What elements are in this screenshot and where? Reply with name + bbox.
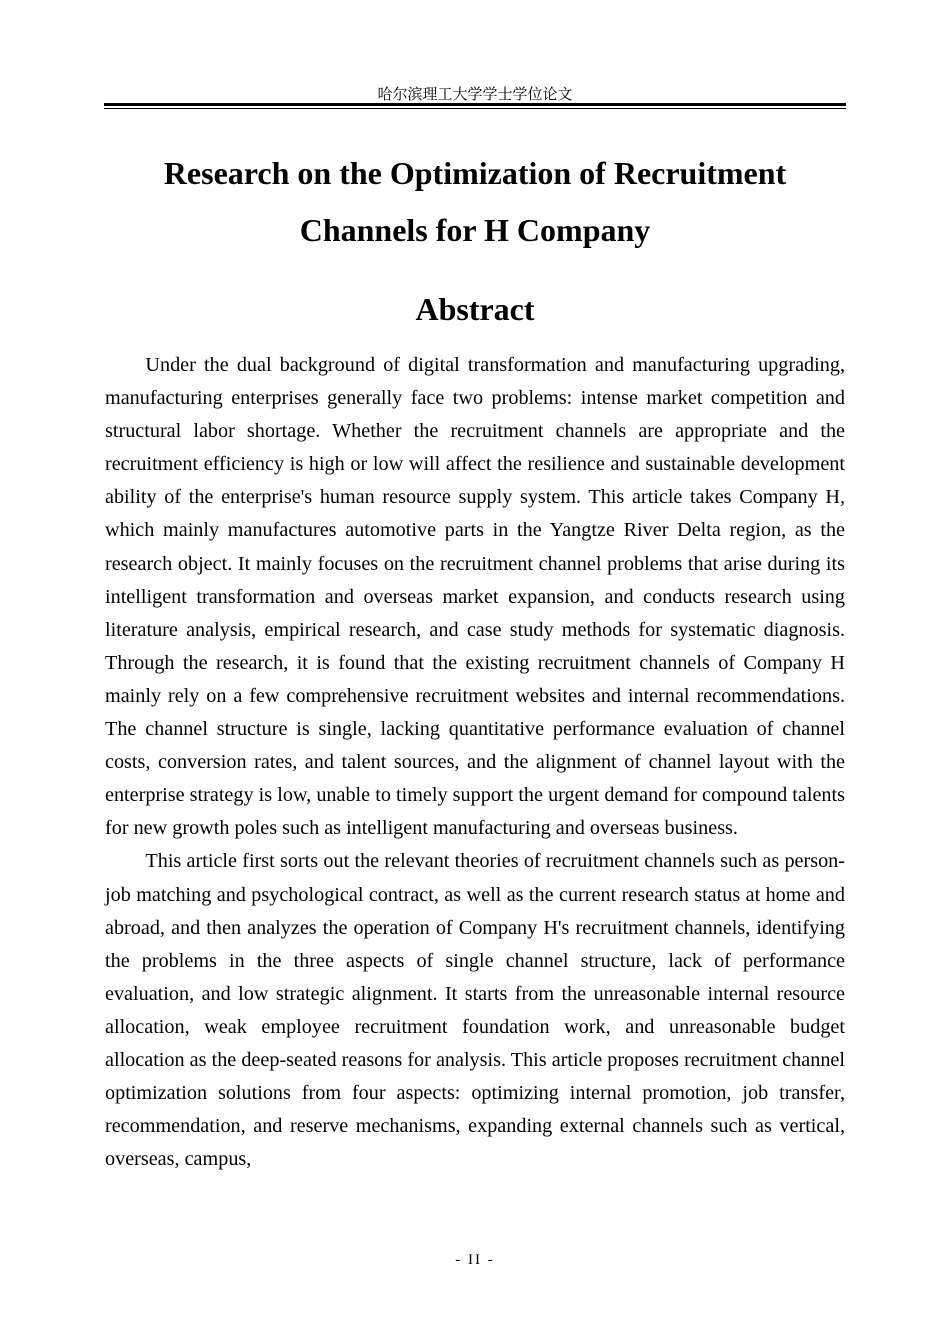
thesis-title bbox=[104, 145, 846, 259]
abstract-paragraph-2: This article first sorts out the relevant theories of recruitment channels such as person-job matching and psychological contract, as well as the current research status at home and abroad, and then analyzes the operation of Company H's recruitment channels, identifying the problems in the three aspects of single channel structure, lack of performance evaluation, and low strategic alignment. It starts from the unreasonable internal resource allocation, weak employee recruitment foundation work, and unreasonable budget allocation as the deep-seated reasons for analysis. This article proposes recruitment channel optimization solutions from four aspects: optimizing internal promotion, job transfer, recommendation, and reserve mechanisms, expanding external channels such as vertical, overseas, campus, bbox=[105, 850, 845, 1171]
header-rule-thick bbox=[104, 103, 846, 106]
running-header: 哈尔滨理工大学学士学位论文 bbox=[377, 85, 573, 103]
title-line-2: Channels for H Company bbox=[299, 212, 651, 248]
abstract-paragraph-1: Under the dual background of digital transformation and manufacturing upgrading, manufacturing enterprises generally face two problems: intense market competition and structural labor shortage. Whether the recruitment channels are appropriate and the recruitment efficiency is high or low will affect the resilience and sustainable development ability of the enterprise's human resource supply system. This article takes Company H, which mainly manufactures automotive parts in the Yangtze River Delta region, as the research object. It mainly focuses on the recruitment channel problems that arise during its intelligent transformation and overseas market expansion, and conducts research using literature analysis, empirical research, and case study methods for systematic diagnosis. Through the research, it is found that the existing recruitment channels of Company H mainly rely on a few comprehensive recruitment websites and internal recommendations. The channel structure is single, lacking quantitative performance evaluation of channel costs, conversion rates, and talent sources, and the alignment of channel layout with the enterprise strategy is low, unable to timely support the urgent demand for compound talents for new growth poles such as intelligent manufacturing and overseas business. bbox=[105, 354, 845, 840]
header-rule-thin bbox=[104, 108, 846, 109]
page-number: - II - bbox=[455, 1252, 495, 1268]
title-line-1: Research on the Optimization of Recruitment bbox=[163, 155, 787, 191]
abstract-heading: Abstract bbox=[415, 291, 535, 327]
abstract-body bbox=[105, 349, 845, 1176]
